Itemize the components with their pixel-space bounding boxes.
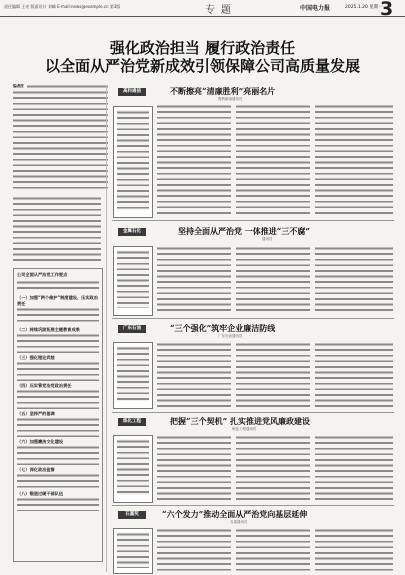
article-column	[315, 435, 393, 501]
section-summary-box	[113, 246, 153, 316]
lead-text-first-line	[27, 84, 108, 90]
work-point-text	[17, 417, 99, 437]
article-column	[236, 104, 310, 216]
lead-article	[13, 84, 108, 190]
section-byline: 石嘉通讯员	[230, 520, 248, 524]
work-point-text	[17, 473, 99, 489]
section-summary-box	[113, 342, 153, 409]
work-point-text	[17, 307, 99, 325]
section-summary-box	[113, 528, 153, 574]
summary-text	[117, 250, 149, 308]
work-point-heading: （一）加强“两个维护”制度建设，压实政治责任	[17, 295, 98, 306]
summary-text	[117, 110, 149, 210]
work-points-intro	[17, 280, 99, 292]
main-headline-line-1: 强化政治担当 履行政治责任	[109, 39, 296, 57]
section-summary-box	[113, 106, 153, 218]
column-divider	[106, 86, 107, 572]
section-divider	[112, 505, 394, 506]
masthead-meta: 责任编辑 王亮 版面设计 刘峰 E-mail:news@example.cn 第3版	[4, 4, 121, 9]
article-column	[315, 246, 393, 314]
lead-text-body	[13, 90, 108, 190]
section-tag: 高科通信	[118, 88, 146, 96]
work-point-text	[17, 497, 99, 511]
work-point-heading: （七）深化政治监督	[17, 467, 55, 472]
section-title: “三个强化”筑牢企业廉洁防线	[170, 323, 276, 333]
article-column	[236, 528, 310, 572]
section-divider	[112, 412, 394, 413]
section-divider	[112, 318, 394, 319]
section-byline: 通讯员	[262, 237, 273, 241]
article-column	[236, 435, 310, 501]
work-point-text	[17, 333, 99, 353]
section-summary-box	[113, 435, 153, 503]
work-point-heading: （六）加强廉洁文化建设	[17, 439, 64, 444]
work-point-heading: （八）锻造过硬干部队伍	[17, 491, 64, 496]
summary-text	[117, 346, 149, 401]
work-point-heading: （三）强化理论武装	[17, 355, 55, 360]
section-title: “六个发力”推动全面从严治党向基层延伸	[162, 509, 308, 519]
section-title: 坚持全面从严治党 一体推进“三不腐”	[178, 226, 310, 236]
page-number: 3	[380, 0, 394, 20]
masthead	[0, 0, 405, 20]
section-byline: 炼化工程通讯员	[232, 427, 257, 431]
article-column	[236, 246, 310, 314]
work-points-box	[13, 268, 103, 562]
work-point-text	[17, 445, 99, 465]
section-title: 把握“三个契机” 扎实推进党风廉政建设	[170, 416, 310, 426]
article-column	[315, 104, 393, 216]
article-column	[157, 246, 231, 314]
summary-text	[117, 532, 149, 568]
section-byline: 胜利新闻通讯员	[218, 97, 243, 101]
section-divider	[112, 220, 394, 221]
work-point-text	[17, 361, 99, 381]
left-column-text	[13, 196, 101, 264]
lead-label: 编者按	[13, 84, 24, 88]
section-tag: 炼化工程	[118, 418, 146, 426]
article-column	[315, 528, 393, 572]
work-point-heading: （四）压实管党治党政治责任	[17, 383, 72, 388]
main-headline-line-2: 以全面从严治党新成效引领保障公司高质量发展	[44, 57, 360, 75]
work-point-text	[17, 389, 99, 409]
article-column	[157, 528, 231, 572]
section-byline: 广东石油通讯员	[218, 334, 243, 338]
summary-text	[117, 439, 149, 495]
section-name: 专题	[205, 5, 237, 16]
work-points-title: 公司全面从严治党工作要点	[17, 272, 68, 277]
article-column	[157, 104, 231, 216]
article-column	[157, 435, 231, 501]
work-point-heading: （二）持续巩固拓展主题教育成果	[17, 327, 80, 332]
section-tag: 金属石化	[118, 228, 146, 236]
article-column	[236, 342, 310, 408]
section-tag: 广东石油	[118, 325, 146, 333]
section-title: 不断擦亮“清廉胜利”亮丽名片	[170, 86, 276, 96]
work-point-heading: （五）坚持严的基调	[17, 411, 55, 416]
article-column	[157, 342, 231, 408]
issue-date: 2025.1.20 星期一	[345, 5, 383, 10]
newspaper-brand: 中国电力报	[300, 5, 331, 12]
article-column	[315, 342, 393, 408]
section-tag: 石嘉奖	[118, 511, 146, 519]
